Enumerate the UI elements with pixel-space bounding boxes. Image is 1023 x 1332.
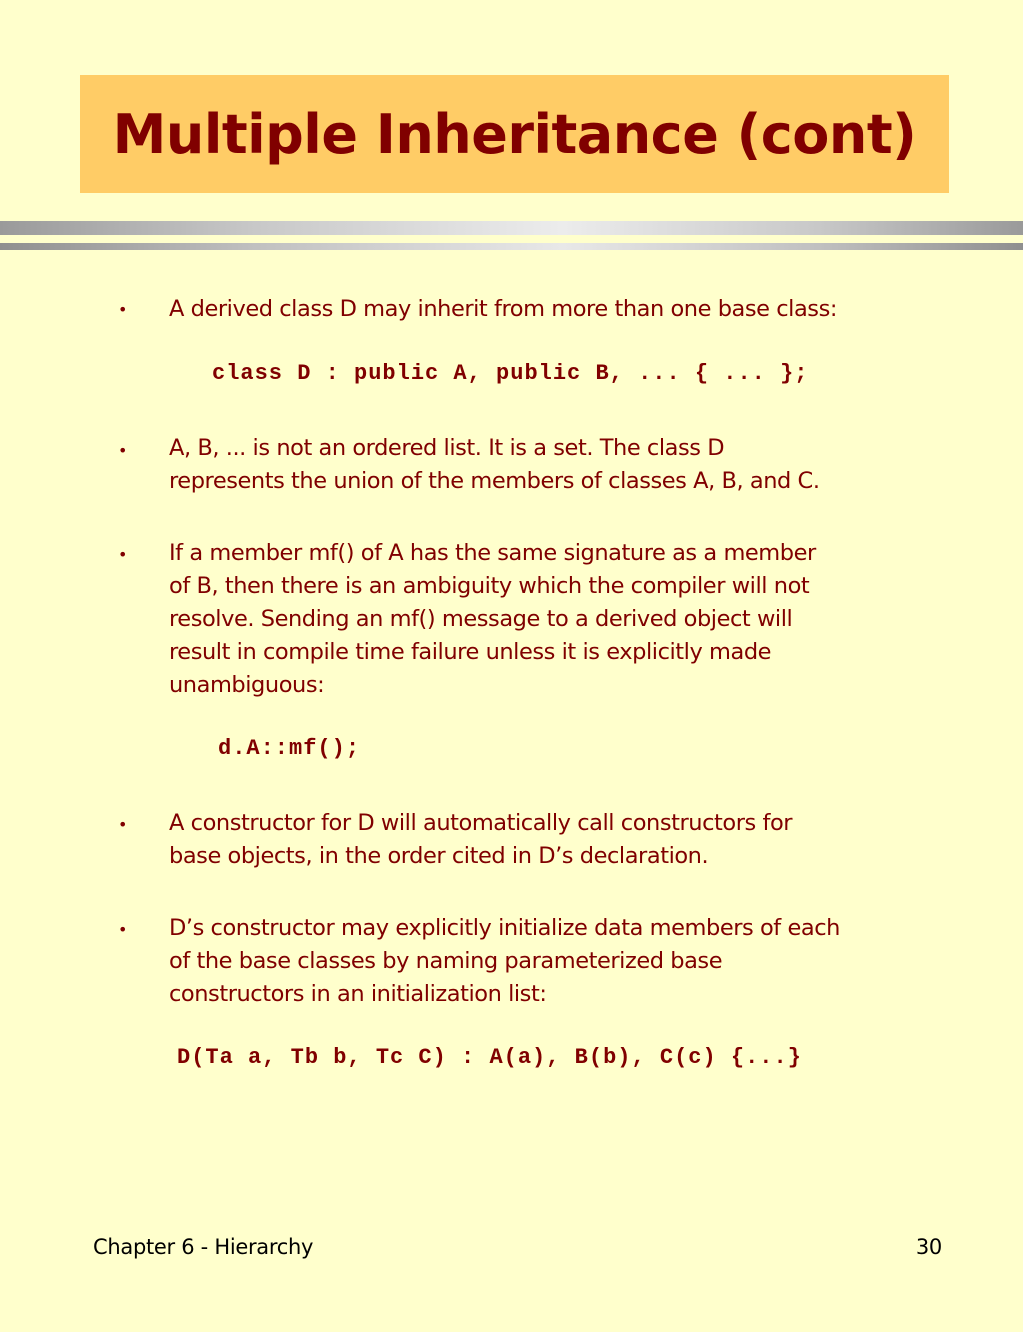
divider-bar-bottom — [0, 243, 1023, 250]
bullet-text-constructor-order: A constructor for D will automatically call constructors for base objects, in the order cited in D’s declaration. — [169, 810, 793, 869]
code-class-declaration: class D : public A, public B, ... { ... }; — [212, 361, 809, 386]
bullet-text-initialization-list: D’s constructor may explicitly initialize data members of each of the base classes by naming parameterized base constructors in an initialization list: — [169, 915, 840, 1007]
bullet-text-multiple-base: A derived class D may inherit from more than one base class: — [169, 296, 837, 322]
footer-chapter: Chapter 6 - Hierarchy — [93, 1235, 314, 1259]
slide-title: Multiple Inheritance (cont) — [112, 102, 917, 166]
code-initialization-list: D(Ta a, Tb b, Tc C) : A(a), B(b), C(c) {...} — [177, 1045, 802, 1070]
bullet-point: • — [118, 920, 128, 939]
title-banner — [80, 75, 949, 193]
bullet-text-unordered-set: A, B, ... is not an ordered list. It is a set. The class D represents the union of the members of classes A, B, and C. — [169, 435, 820, 494]
code-scope-resolution: d.A::mf(); — [218, 736, 361, 761]
bullet-text-ambiguity: If a member mf() of A has the same signature as a member of B, then there is an ambiguity which the compiler will not resolve. Sending an mf() message to a derived object will result in compile time failure unless it is explicitly made unambiguous: — [169, 540, 816, 698]
divider-bar-top — [0, 221, 1023, 235]
bullet-point: • — [118, 545, 128, 564]
bullet-point: • — [118, 300, 128, 319]
bullet-point: • — [118, 441, 128, 460]
page-number: 30 — [915, 1235, 942, 1259]
bullet-point: • — [118, 815, 128, 834]
